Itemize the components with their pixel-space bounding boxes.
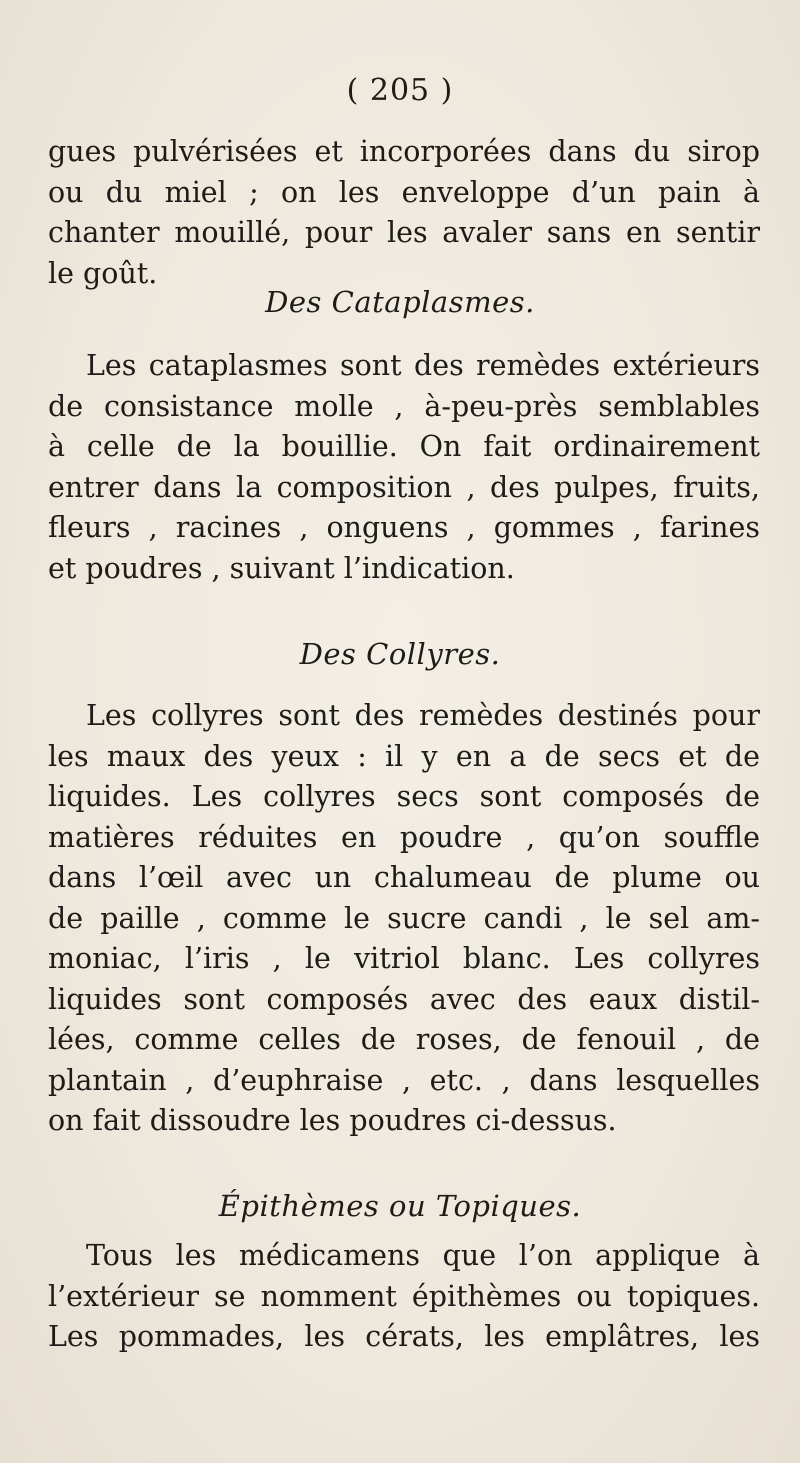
- text-line: les maux des yeux : il y en a de secs et de: [48, 739, 760, 773]
- page-number: ( 205 ): [346, 73, 454, 108]
- paragraph-cataplasmes: [48, 346, 760, 589]
- text-line: on fait dissoudre les poudres ci-dessus.: [48, 1104, 617, 1137]
- text-line: chanter mouillé, pour les avaler sans en sentir: [48, 216, 760, 249]
- text-line: lées, comme celles de roses, de fenouil , de: [48, 1023, 760, 1056]
- section-heading-collyres: Des Collyres.: [299, 637, 501, 671]
- text-line: moniac, l’iris , le vitriol blanc. Les collyres: [48, 942, 760, 975]
- paragraph-continuation: [48, 132, 760, 294]
- paragraph-epithemes: [48, 1236, 760, 1358]
- text-line: de consistance molle , à-peu-près semblables: [48, 389, 760, 423]
- text-line: le goût.: [48, 256, 158, 290]
- section-heading-cataplasmes: Des Cataplasmes.: [265, 285, 535, 319]
- text-line: Les collyres sont des remèdes destinés pour: [86, 699, 760, 732]
- text-line: plantain , d’euphraise , etc. , dans lesquelles: [48, 1063, 760, 1097]
- text-line: Les cataplasmes sont des remèdes extérieurs: [86, 349, 760, 382]
- text-line: liquides sont composés avec des eaux distil-: [48, 982, 760, 1016]
- text-line: fleurs , racines , onguens , gommes , farines: [48, 511, 760, 544]
- text-line: matières réduites en poudre , qu’on souffle: [48, 820, 760, 854]
- text-line: Tous les médicamens que l’on applique à: [86, 1239, 760, 1272]
- text-line: de paille , comme le sucre candi , le sel am-: [48, 901, 760, 935]
- text-line: ou du miel ; on les enveloppe d’un pain à: [48, 175, 760, 209]
- text-line: gues pulvérisées et incorporées dans du sirop: [48, 135, 760, 168]
- text-line: et poudres , suivant l’indication.: [48, 551, 515, 585]
- text-line: à celle de la bouillie. On fait ordinairement: [48, 430, 760, 463]
- paragraph-collyres: [48, 696, 760, 1142]
- text-line: dans l’œil avec un chalumeau de plume ou: [48, 861, 760, 894]
- text-line: liquides. Les collyres secs sont composés de: [48, 780, 760, 813]
- text-line: l’extérieur se nomment épithèmes ou topiques.: [48, 1279, 760, 1313]
- section-heading-epithemes: Épithèmes ou Topiques.: [218, 1189, 582, 1223]
- text-line: Les pommades, les cérats, les emplâtres, les: [48, 1320, 760, 1353]
- text-line: entrer dans la composition , des pulpes, fruits,: [48, 470, 760, 504]
